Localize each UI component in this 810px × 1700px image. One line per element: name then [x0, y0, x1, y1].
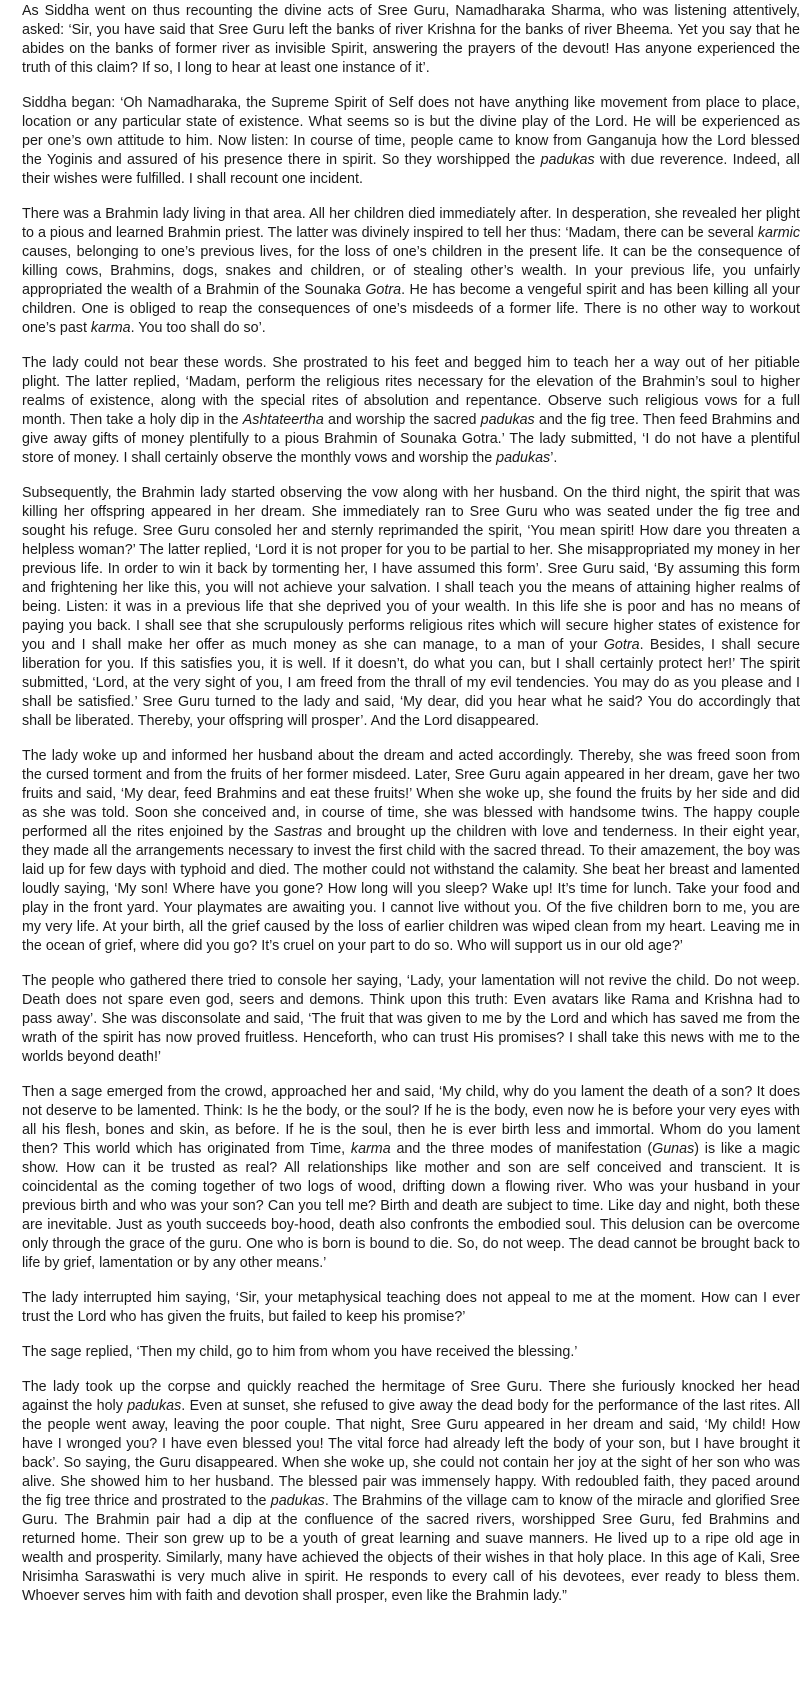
- text-run: The sage replied, ‘Then my child, go to him from whom you have received the blessing.’: [22, 1344, 578, 1360]
- paragraph: [22, 205, 800, 338]
- text-run: The lady could not bear these words. She prostrated to his feet and begged him to teach her a way out of her pitiable plight. The latter replied, ‘Madam, perform the religious rites necessary for the elevation of the Brahmin’s soul to higher realms of existence, along with the special rites of absolution and repentance. Observe such religious vows for a full month. Then take a holy dip in the: [22, 355, 800, 428]
- text-run: . Even at sunset, she refused to give away the dead body for the performance of the last rites. All the people went away, leaving the poor couple. That night, Sree Guru appeared in her dream and said, ‘My child! How have I wronged you? I have even blessed you! The vital force had already left the body of your son, but I have brought it back’. So saying, the Guru disappeared. When she woke up, she could not contain her joy at the sight of her son who was alive. She showed him to her husband. The blessed pair was immensely happy. With redoubled faith, they paced around the fig tree thrice and prostrated to the: [22, 1398, 800, 1509]
- text-run: with due reverence. Indeed, all their wishes were fulfilled. I shall recount one incident.: [22, 152, 800, 187]
- document-body: [22, 2, 800, 1606]
- text-run: The lady interrupted him saying, ‘Sir, your metaphysical teaching does not appeal to me at the moment. How can I ever trust the Lord who has given the fruits, but failed to keep his promise?’: [22, 1290, 800, 1325]
- text-run: and the fig tree. Then feed Brahmins and give away gifts of money plentifully to a pious Brahmin of Sounaka Gotra.’ The lady submitted, ‘I do not have a plentiful store of money. I shall certainly observe the monthly vows and worship the: [22, 412, 800, 466]
- text-run: Subsequently, the Brahmin lady started observing the vow along with her husband. On the third night, the spirit that was killing her offspring appeared in her dream. She immediately ran to Sree Guru who was seated under the fig tree and sought his refuge. Sree Guru consoled her and sternly reprimanded the spirit, ‘You mean spirit! How dare you threaten a helpless woman?’ The latter replied, ‘Lord it is not proper for you to be partial to her. She misappropriated my money in her previous life. In order to win it back by tormenting her, I have assumed this form’. Sree Guru said, ‘By assuming this form and frightening her like this, you will not achieve your salvation. I shall teach you the means of attaining higher realms of being. Listen: it was in a previous life that she deprived you of your wealth. In this life she is poor and has no means of paying you back. I shall see that she scrupulously performs religious rites which will secure higher states of existence for you and I shall make her offer as much money as she can manage, to a man of your: [22, 485, 800, 653]
- text-run: The people who gathered there tried to console her saying, ‘Lady, your lamentation will not revive the child. Do not weep. Death does not spare even god, seers and demons. Think upon this truth: Even avatars like Rama and Krishna had to pass away’. She was disconsolate and said, ‘The fruit that was given to me by the Lord and which has saved me from the wrath of the spirit has now proved fruitless. Henceforth, who can trust His promises? I shall take this news with me to the worlds beyond death!’: [22, 973, 800, 1065]
- italic-term: karmic: [757, 225, 800, 241]
- text-run: ’.: [550, 450, 558, 466]
- italic-term: karma: [350, 1141, 391, 1157]
- paragraph: [22, 1083, 800, 1273]
- text-run: Siddha began: ‘Oh Namadharaka, the Supreme Spirit of Self does not have anything like movement from place to place, location or any particular state of existence. What seems so is but the divine play of the Lord. He will be experienced as per one’s own attitude to him. Now listen: In course of time, people came to know from Ganganuja how the Lord blessed the Yoginis and assured of his presence there in spirit. So they worshipped the: [22, 95, 800, 168]
- italic-term: padukas: [496, 450, 551, 466]
- text-run: causes, belonging to one’s previous lives, for the loss of one’s children in the present life. It can be the consequence of killing cows, Brahmins, dogs, snakes and children, or of stealing other’s wealth. In your previous life, you unfairly appropriated the wealth of a Brahmin of the Sounaka: [22, 244, 800, 298]
- paragraph: [22, 1289, 800, 1327]
- text-run: and the three modes of manifestation (: [390, 1141, 653, 1157]
- text-run: . The Brahmins of the village cam to know of the miracle and glorified Sree Guru. The Brahmin pair had a dip at the confluence of the sacred rivers, worshipped Sree Guru, fed Brahmins and returned home. Their son grew up to be a youth of great learning and suave manners. He lived up to a ripe old age in wealth and prosperity. Similarly, many have achieved the objects of their wishes in that holy place. In this age of Kali, Sree Nrisimha Saraswathi is very much alive in spirit. He responds to every call of his devotees, ever ready to bless them. Whoever serves him with faith and devotion shall prosper, even like the Brahmin lady.”: [22, 1493, 800, 1604]
- text-run: There was a Brahmin lady living in that area. All her children died immediately after. In desperation, she revealed her plight to a pious and learned Brahmin priest. The latter was divinely inspired to tell her thus: ‘Madam, there can be several: [22, 206, 800, 241]
- text-run: . He has become a vengeful spirit and has been killing all your children. One is obliged to reap the consequences of one’s misdeeds of a former life. There is no other way to workout one’s past: [22, 282, 800, 336]
- italic-term: padukas: [270, 1493, 325, 1509]
- italic-term: Gunas: [652, 1141, 695, 1157]
- paragraph: [22, 972, 800, 1067]
- paragraph: [22, 2, 800, 78]
- paragraph: [22, 484, 800, 731]
- italic-term: Gotra: [603, 637, 640, 653]
- paragraph: [22, 1343, 800, 1362]
- text-run: As Siddha went on thus recounting the divine acts of Sree Guru, Namadharaka Sharma, who was listening attentively, asked: ‘Sir, you have said that Sree Guru left the banks of river Krishna for the banks of river Bheema. Yet you say that he abides on the banks of former river as invisible Spirit, answering the prayers of the devout! Has anyone experienced the truth of this claim? If so, I long to hear at least one instance of it’.: [22, 3, 800, 76]
- paragraph: [22, 354, 800, 468]
- text-run: . You too shall do so’.: [130, 320, 266, 336]
- text-run: . Besides, I shall secure liberation for you. If this satisfies you, it is well. If it doesn’t, do what you can, but I shall certainly protect her!’ The spirit submitted, ‘Lord, at the very sight of you, I am freed from the thrall of my evil tendencies. You may do as you please and I shall be satisfied.’ Sree Guru turned to the lady and said, ‘My dear, did you hear what he said? You do accordingly that shall be liberated. Thereby, your offspring will prosper’. And the Lord disappeared.: [22, 637, 801, 729]
- text-run: ) is like a magic show. How can it be trusted as real? All relationships like mother and son are self conceived and transcient. It is coincidental as the coming together of two logs of wood, drifting down a flowing river. Who was your husband in your previous birth and who was your son? Can you tell me? Birth and death are subject to time. Like day and night, both these are inevitable. Just as youth succeeds boy-hood, death also confronts the embodied soul. This delusion can be overcome only through the grace of the guru. One who is born is bound to die. So, do not weep. The dead cannot be brought back to life by grief, lamentation or by any other means.’: [22, 1141, 800, 1271]
- text-run: and brought up the children with love and tenderness. In their eight year, they made all the arrangements necessary to invest the first child with the sacred thread. To their amazement, the boy was laid up for few days with typhoid and died. The mother could not withstand the calamity. She beat her breast and lamented loudly saying, ‘My son! Where have you gone? How long will you sleep? Wake up! It’s time for lunch. Take your food and play in the front yard. Your playmates are awaiting you. I cannot live without you. Of the five children born to me, you are my very life. At your birth, all the grief caused by the loss of earlier children was wiped clean from my heart. Leaving me in the ocean of grief, where did you go? It’s cruel on your part to do so. Who will support us in our old age?’: [22, 824, 801, 954]
- paragraph: [22, 747, 800, 956]
- italic-term: Ashtateertha: [242, 412, 324, 428]
- text-run: The lady took up the corpse and quickly reached the hermitage of Sree Guru. There she furiously knocked her head against the holy: [22, 1379, 800, 1414]
- text-run: The lady woke up and informed her husband about the dream and acted accordingly. Thereby, she was freed soon from the cursed torment and from the fruits of her former misdeed. Later, Sree Guru again appeared in her dream, gave her two fruits and said, ‘My dear, feed Brahmins and eat these fruits!’ When she woke up, she found the fruits by her side and did as she was told. Soon she conceived and, in course of time, she was blessed with handsome twins. The happy couple performed all the rites enjoined by the: [22, 748, 800, 840]
- italic-term: Sastras: [273, 824, 323, 840]
- text-run: and worship the sacred: [323, 412, 481, 428]
- italic-term: padukas: [540, 152, 595, 168]
- italic-term: padukas: [480, 412, 535, 428]
- text-run: Then a sage emerged from the crowd, approached her and said, ‘My child, why do you lament the death of a son? It does not deserve to be lamented. Think: Is he the body, or the soul? If he is the body, even now he is before your very eyes with all his flesh, bones and skin, as before. If he is the soul, then he is ever birth less and immortal. Whom do you lament then? This world which has originated from Time,: [22, 1084, 800, 1157]
- italic-term: Gotra: [365, 282, 402, 298]
- paragraph: [22, 94, 800, 189]
- italic-term: karma: [90, 320, 131, 336]
- paragraph: [22, 1378, 800, 1606]
- italic-term: padukas: [127, 1398, 182, 1414]
